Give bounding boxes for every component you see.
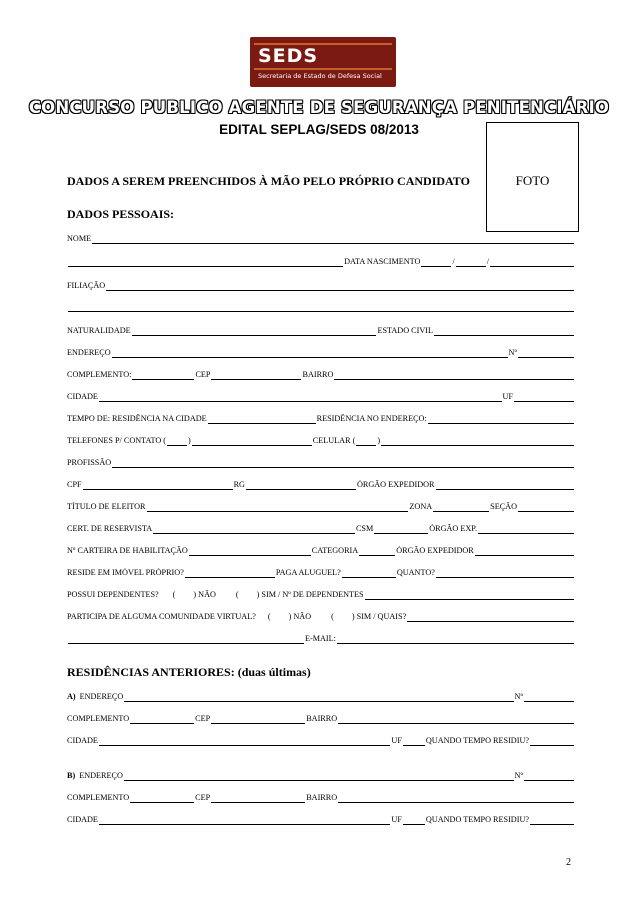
label-complemento: COMPLEMENTO: <box>67 370 132 379</box>
previous-b-cidade[interactable] <box>67 815 575 825</box>
label-orgao-expedidor: ÓRGÃO EXPEDIDOR <box>356 480 435 489</box>
label-prev-b-quando: QUANDO TEMPO RESIDIU? <box>425 815 529 824</box>
field-reservista[interactable] <box>67 524 575 534</box>
label-imovel-proprio: RESIDE EM IMÓVEL PRÓPRIO? <box>67 568 184 577</box>
label-paga-aluguel: PAGA ALUGUEL? <box>275 568 341 577</box>
field-data-nascimento[interactable]: DATA NASCIMENTO / / <box>67 257 575 267</box>
label-orgao-exp: ÓRGÃO EXP. <box>429 524 477 533</box>
label-cep: CEP <box>195 370 211 379</box>
label-prev-a-complemento: COMPLEMENTO <box>67 714 130 723</box>
photo-label: FOTO <box>515 173 550 188</box>
label-prev-a-quando: QUANDO TEMPO RESIDIU? <box>425 736 529 745</box>
field-comunidade-virtual[interactable]: PARTICIPA DE ALGUMA COMUNIDADE VIRTUAL? ( ) NÃO ( ) SIM / QUAIS? <box>67 612 575 622</box>
label-letter-b: B) <box>67 771 76 780</box>
label-nome: NOME <box>67 234 92 243</box>
label-sim-quais: ) SIM / QUAIS? <box>351 612 407 621</box>
label-prev-b-numero: Nº <box>514 771 523 780</box>
label-bairro: BAIRRO <box>302 370 334 379</box>
previous-b-endereco[interactable] <box>67 771 575 781</box>
label-cpf: CPF <box>67 480 82 489</box>
previous-a-cidade[interactable] <box>67 736 575 746</box>
label-prev-b-complemento: COMPLEMENTO <box>67 793 130 802</box>
field-cpf[interactable] <box>67 480 575 490</box>
label-prev-b-bairro: BAIRRO <box>306 793 338 802</box>
label-residencia-endereco: RESIDÊNCIA NO ENDEREÇO: <box>316 414 427 423</box>
label-tempo-residencia: TEMPO DE: RESIDÊNCIA NA CIDADE <box>67 414 207 423</box>
field-nome[interactable] <box>67 234 575 244</box>
label-letter-a: A) <box>67 692 76 701</box>
personal-data-heading: DADOS PESSOAIS: <box>67 207 175 221</box>
label-uf: UF <box>502 392 513 401</box>
field-profissao[interactable] <box>67 458 575 468</box>
label-celular: CELULAR ( <box>312 436 356 445</box>
intro-heading: DADOS A SEREM PREENCHIDOS À MÃO PELO PRÓPRIO CANDIDATO <box>67 174 470 188</box>
label-prev-a-bairro: BAIRRO <box>306 714 338 723</box>
label-carteira-habilitacao: Nº CARTEIRA DE HABILITAÇÃO <box>67 546 188 555</box>
label-quanto: QUANTO? <box>396 568 435 577</box>
field-habilitacao[interactable] <box>67 546 575 556</box>
page-number: 2 <box>566 857 571 868</box>
label-prev-a-numero: Nº <box>514 692 523 701</box>
previous-a-complemento[interactable] <box>67 714 575 724</box>
label-cidade: CIDADE <box>67 392 98 401</box>
label-categoria: CATEGORIA <box>311 546 359 555</box>
label-prev-a-cep: CEP <box>195 714 211 723</box>
label-prev-a-endereco: ENDEREÇO <box>79 692 124 701</box>
label-rg: RG <box>233 480 245 489</box>
label-filiacao: FILIAÇÃO <box>67 281 106 290</box>
label-cert-reservista: CERT. DE RESERVISTA <box>67 524 153 533</box>
logo-subtitle: Secretaria de Estado de Defesa Social <box>258 72 382 80</box>
label-zona: ZONA <box>409 502 433 511</box>
label-email: E-MAIL: <box>305 634 336 643</box>
field-email[interactable] <box>67 634 575 644</box>
logo-text: SEDS <box>258 45 319 67</box>
label-csm: CSM <box>355 524 374 533</box>
seds-logo <box>250 37 396 87</box>
field-telefones[interactable]: TELEFONES P/ CONTATO ( ) CELULAR ( ) <box>67 436 575 446</box>
label-telefones: TELEFONES P/ CONTATO ( <box>67 436 167 445</box>
previous-b-complemento[interactable] <box>67 793 575 803</box>
label-prev-b-endereco: ENDEREÇO <box>79 771 123 780</box>
label-prev-a-uf: UF <box>391 736 402 745</box>
label-prev-b-cidade: CIDADE <box>67 815 98 824</box>
label-nao-option-2: ) NÃO <box>288 612 312 621</box>
field-cidade[interactable] <box>67 392 575 402</box>
label-possui-dependentes: POSSUI DEPENDENTES? <box>67 590 159 599</box>
label-orgao-expedidor-2: ÓRGÃO EXPEDIDOR <box>396 546 474 555</box>
label-endereco: ENDEREÇO <box>67 348 111 357</box>
field-filiacao[interactable] <box>67 281 575 291</box>
label-titulo-eleitor: TÍTULO DE ELEITOR <box>67 502 146 511</box>
field-complemento[interactable] <box>67 370 575 380</box>
field-naturalidade[interactable] <box>67 326 575 336</box>
page-title: CONCURSO PUBLICO AGENTE DE SEGURANÇA PENITENCIÁRIO <box>28 98 610 117</box>
field-filiacao-2[interactable] <box>67 304 575 312</box>
label-secao: SEÇÃO <box>490 502 517 511</box>
label-naturalidade: NATURALIDADE <box>67 326 131 335</box>
field-tempo-residencia[interactable] <box>67 414 575 424</box>
label-prev-a-cidade: CIDADE <box>67 736 98 745</box>
label-numero: Nº <box>508 348 517 357</box>
field-imovel[interactable] <box>67 568 575 578</box>
field-titulo-eleitor[interactable] <box>67 502 575 512</box>
label-nao-option: ) NÃO <box>193 590 216 599</box>
label-data-nascimento: DATA NASCIMENTO <box>344 257 421 266</box>
previous-residences-heading: RESIDÊNCIAS ANTERIORES: (duas últimas) <box>67 665 311 679</box>
label-sim-dependentes: ) SIM / Nº DE DEPENDENTES <box>256 590 364 599</box>
label-profissao: PROFISSÃO <box>67 458 112 467</box>
label-estado-civil: ESTADO CIVIL <box>377 326 433 335</box>
label-prev-b-cep: CEP <box>195 793 211 802</box>
label-comunidade-virtual: PARTICIPA DE ALGUMA COMUNIDADE VIRTUAL? <box>67 612 256 621</box>
field-dependentes[interactable]: POSSUI DEPENDENTES? ( ) NÃO ( ) SIM / Nº DE DEPENDENTES <box>67 590 575 600</box>
page-subtitle: EDITAL SEPLAG/SEDS 08/2013 <box>219 122 419 137</box>
previous-a-endereco[interactable] <box>67 692 575 702</box>
field-endereco[interactable] <box>67 348 575 358</box>
label-prev-b-uf: UF <box>391 815 402 824</box>
